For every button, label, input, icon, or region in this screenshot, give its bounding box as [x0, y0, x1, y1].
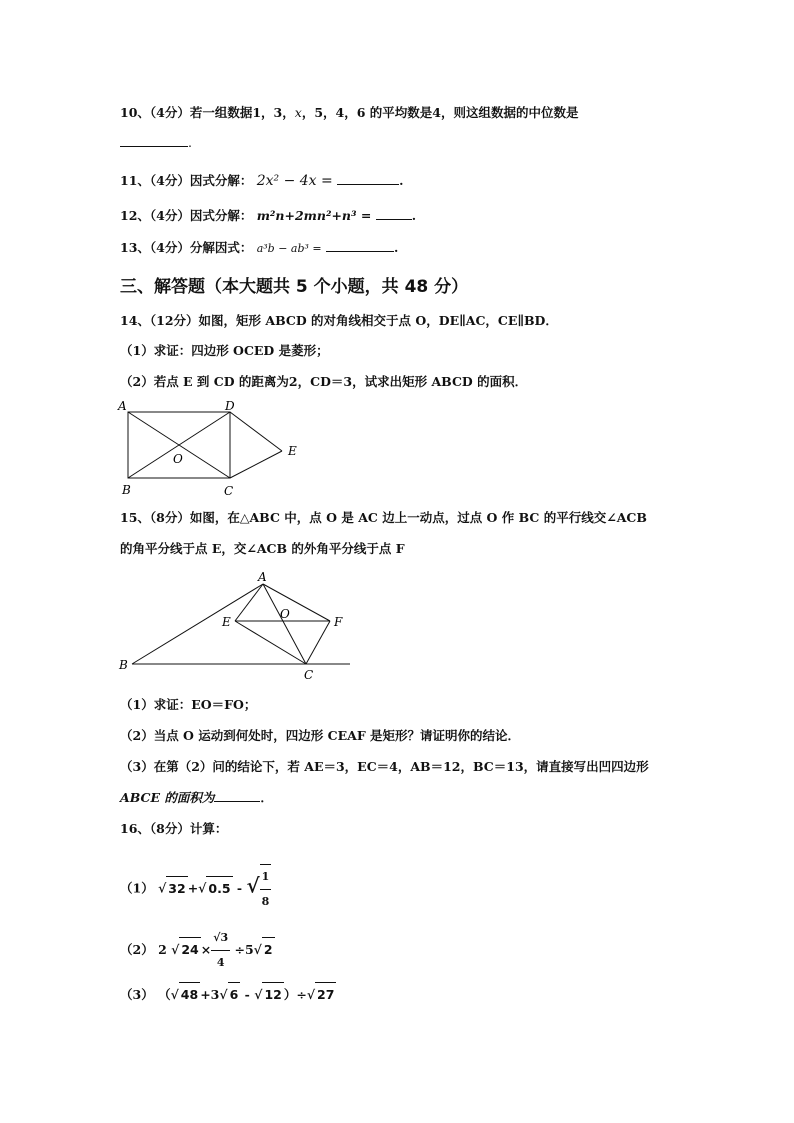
sqrt-symbol: √ — [158, 880, 167, 896]
sqrt-symbol: √ — [198, 880, 207, 896]
answer-blank[interactable] — [326, 239, 394, 252]
question-16: 16、（8分）计算： — [120, 821, 228, 836]
label-a: A — [258, 570, 267, 584]
question-16-part-1: （1） √ 32 +√ 0.5 - √ $\frac{1}{8}$ — [120, 864, 271, 914]
answer-blank[interactable] — [337, 172, 399, 185]
label-c: C — [224, 484, 234, 498]
question-16-part-3: （3） （√ 48 +3√ 6 - √ 12 ）÷√ 27 — [120, 982, 336, 1007]
sqrt-symbol: √ — [254, 987, 263, 1002]
sqrt-symbol: √ — [170, 987, 179, 1002]
answer-blank[interactable] — [214, 789, 260, 802]
question-14-part-2: （2）若点 E 到 CD 的距离为2，CD＝3，试求出矩形 ABCD 的面积． — [120, 374, 528, 389]
question-15-part-3-answer: ABCE 的面积为 ． — [120, 790, 273, 805]
question-14-part-1: （1）求证：四边形 OCED 是菱形； — [120, 343, 329, 358]
fraction: $\frac{1}{8}$ — [260, 864, 272, 914]
sqrt-symbol: √ — [253, 942, 262, 957]
question-15-part-2: （2）当点 O 运动到何处时，四边形 CEAF 是矩形？请证明你的结论． — [120, 728, 521, 743]
question-13: 13、（4分）分解因式： a³b − ab³ = . — [120, 240, 399, 255]
question-15-line-1: 15、（8分）如图，在△ABC 中，点 O 是 AC 边上一动点，过点 O 作 BC 的平行线交∠ACB — [120, 510, 647, 525]
question-15-part-1: （1）求证：EO＝FO； — [120, 697, 257, 712]
question-15-part-3: （3）在第（2）问的结论下，若 AE＝3，EC＝4，AB＝12，BC＝13，请直接写出凹四边形 — [120, 759, 649, 774]
label-e: E — [288, 444, 297, 458]
label-o: O — [173, 452, 183, 466]
label-c: C — [304, 668, 314, 682]
sqrt-symbol: √ — [219, 987, 228, 1002]
label-o: O — [280, 607, 290, 621]
label-b: B — [119, 658, 128, 672]
answer-blank[interactable] — [120, 134, 188, 147]
question-10-answer: . — [120, 134, 192, 152]
fraction: $\frac{√3}{4}$ — [211, 926, 230, 975]
sqrt-symbol: √ — [306, 987, 316, 1002]
question-10: 10、（4分）若一组数据1，3，x，5，4，6 的平均数是4，则这组数据的中位数是 — [120, 105, 579, 120]
answer-blank[interactable] — [376, 207, 412, 220]
label-f: F — [334, 615, 343, 629]
label-d: D — [225, 399, 235, 413]
sqrt-symbol: √ — [171, 942, 180, 957]
question-12: 12、（4分）因式分解： m²n+2mn²+n³ = . — [120, 208, 417, 223]
question-11: 11、（4分）因式分解： 2x² − 4x = . — [120, 173, 404, 189]
sqrt-symbol: √ — [246, 873, 260, 898]
section-title: 三、解答题（本大题共 5 个小题，共 48 分） — [120, 277, 469, 297]
figure-rectangle-abcd — [110, 396, 310, 500]
label-e: E — [222, 615, 231, 629]
figure-triangle-abc — [110, 566, 360, 684]
label-b: B — [122, 483, 131, 497]
question-15-line-2: 的角平分线于点 E，交∠ACB 的外角平分线于点 F — [120, 541, 405, 556]
question-16-part-2: （2） 2 √ 24 × $\frac{√3}{4}$ ÷5√ 2 — [120, 926, 275, 975]
label-a: A — [118, 399, 127, 413]
question-14: 14、（12分）如图，矩形 ABCD 的对角线相交于点 O，DE∥AC，CE∥BD． — [120, 313, 558, 328]
